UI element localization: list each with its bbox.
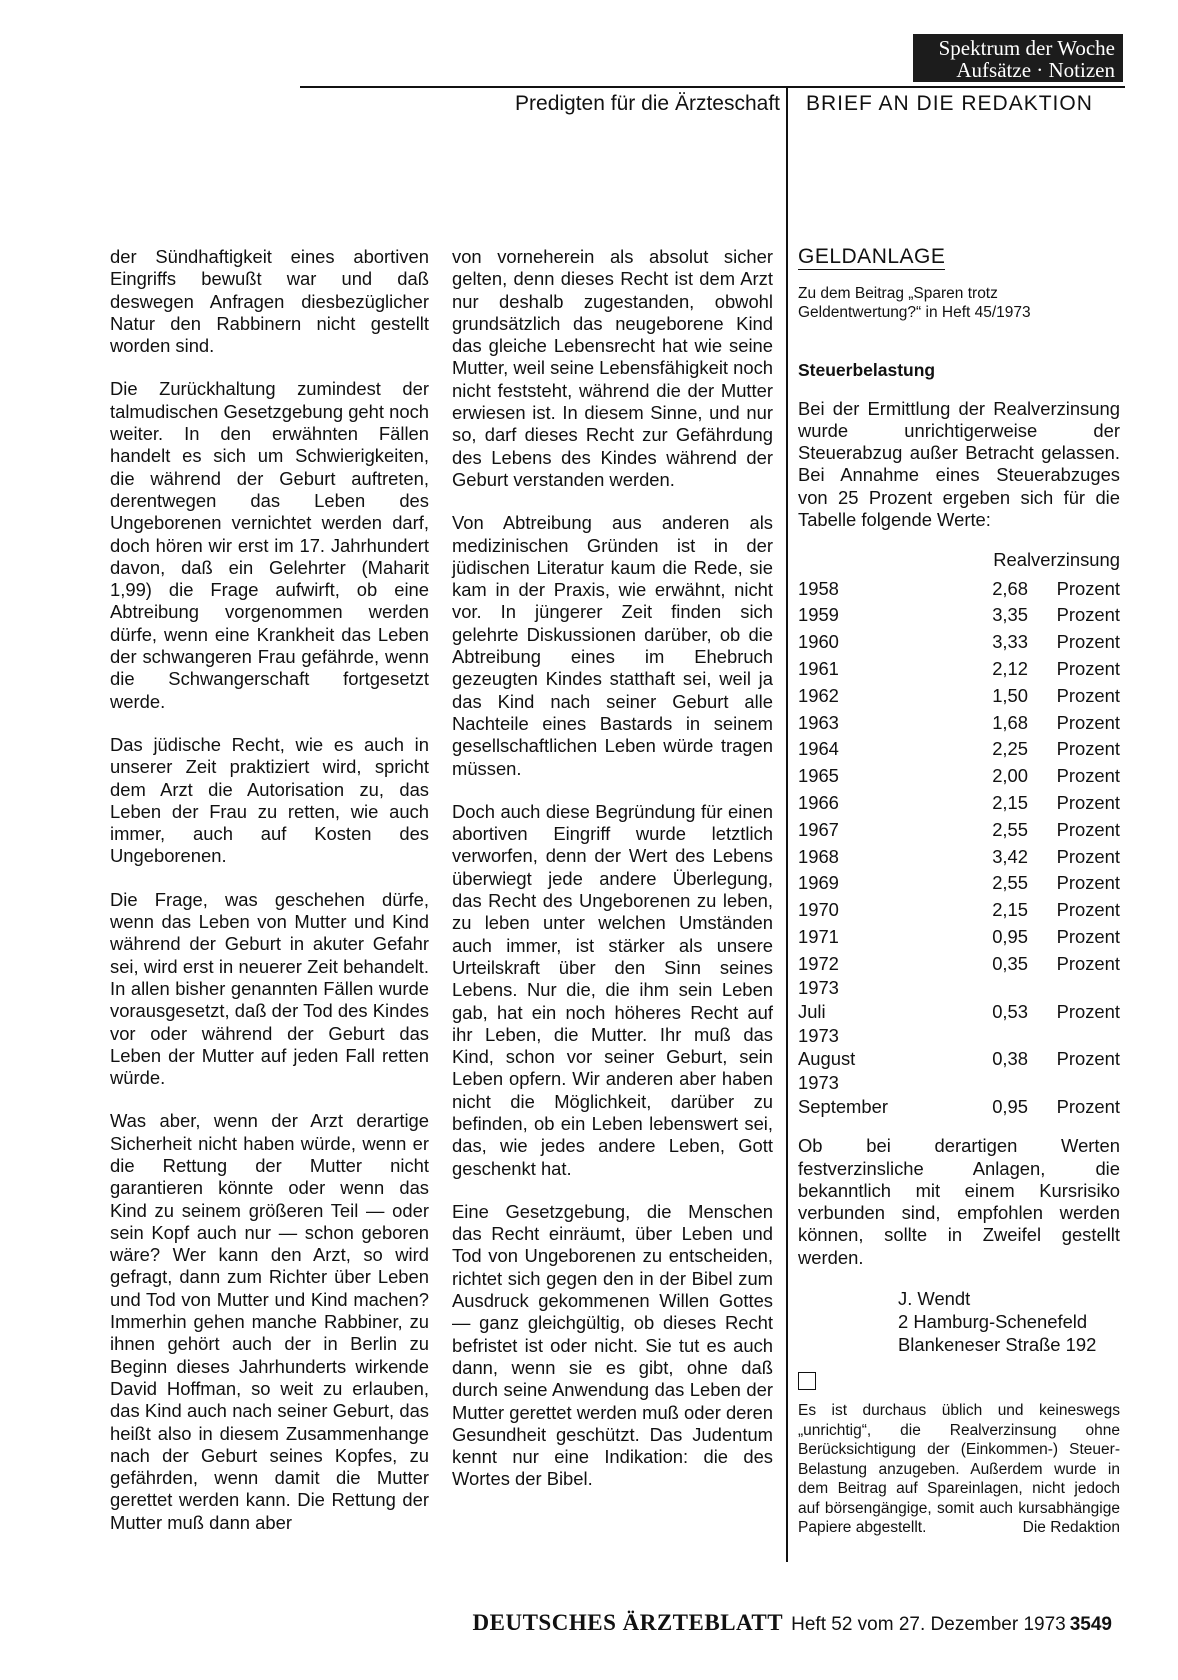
page-number: 3549	[1069, 1614, 1112, 1635]
table-year: 1962	[798, 684, 839, 706]
table-header-row	[798, 545, 1120, 575]
paragraph: Die Frage, was geschehen dürfe, wenn das Leben von Mutter und Kind während der Geburt in akuter Gefahr sei, wird erst in neuerer Zeit behandelt. In allen bisher genannten Fällen wurde vorausgesetzt, daß der Tod des Kindes vor oder während der Geburt das Leben der Mutter auf jeden Fall retten würde.	[110, 888, 429, 1089]
table-value: 2,15	[992, 899, 1028, 921]
paragraph: Von Abtreibung aus anderen als medizinischen Gründen ist in der jüdischen Literatur kaum die Rede, sie kam in der Praxis, wie erwähnt, nicht vor. In jüngerer Zeit finden sich gelehrte Diskussionen darüber, ob die Abtreibung eines im Ehebruch gezeugten Kindes statthaft sei, weil ja das Kind nach seiner Geburt alle Nachteile eines Bastards in seinem gesellschaftlichen Leben würde tragen müssen.	[452, 512, 773, 779]
table-year: 1968	[798, 845, 839, 867]
table-year: 1970	[798, 899, 839, 921]
table-unit: Prozent	[1056, 738, 1120, 760]
table-row	[798, 709, 1120, 736]
letter-paragraph: Ob bei derartigen Werten festverzinsliche Anlagen, die bekanntlich mit einem Kursrisiko verbunden sind, empfohlen werden können, sollte in Zweifel gestellt werden.	[798, 1135, 1120, 1268]
table-year: 1973	[798, 1071, 839, 1093]
table-row	[798, 1094, 1120, 1119]
table-year: 1963	[798, 711, 839, 733]
table-value: 3,33	[992, 631, 1028, 653]
table-unit: Prozent	[1056, 658, 1120, 680]
table-value: 2,00	[992, 765, 1028, 787]
table-row	[798, 1047, 1120, 1072]
article-column-2	[452, 246, 773, 1512]
table-value: 3,35	[992, 604, 1028, 626]
table-value: 0,35	[992, 952, 1028, 974]
editor-signature: Die Redaktion	[1022, 1519, 1120, 1536]
table-year: 1959	[798, 604, 839, 626]
letter-intro: Zu dem Beitrag „Sparen trotz Geldentwertung?“ in Heft 45/1973	[798, 285, 1031, 322]
table-row	[798, 951, 1120, 978]
signature-name: J. Wendt	[898, 1288, 971, 1309]
table-unit: Prozent	[1056, 1048, 1120, 1070]
table-row	[798, 629, 1120, 656]
table-row	[798, 897, 1120, 924]
table-header: Realverzinsung	[993, 549, 1120, 571]
table-unit: Prozent	[1056, 792, 1120, 813]
end-marker-box	[798, 1372, 816, 1390]
letter-column	[798, 246, 1120, 1538]
interest-table	[798, 545, 1120, 1119]
paragraph: Doch auch diese Begründung für einen abortiven Eingriff wurde letztlich verworfen, denn der Wert des Lebens überwiegt jede andere Überlegung, das Recht des Ungeborenen zu leben, zu leben unter welchen Umständen auch immer, ist stärker als unsere Urteilskraft über den Sinn seines Lebens. Nur die, die ihm sein Leben gab, hat ein noch höheres Recht auf ihr Leben, die Mutter. Ihr muß das Kind, schon vor seiner Geburt, sein Leben opfern. Wir anderen aber haben nicht die Möglichkeit, darüber zu befinden, ob ein Leben lebenswert sei, das, wie jedes andere Leben, Gott geschenkt hat.	[452, 800, 773, 1179]
table-year: 1960	[798, 631, 839, 653]
table-unit: Prozent	[1056, 604, 1120, 626]
table-year: 1958	[798, 577, 839, 599]
table-row	[798, 683, 1120, 710]
badge-line-1: Spektrum der Woche	[938, 36, 1115, 60]
badge-line-2: Aufsätze · Notizen	[956, 58, 1115, 82]
table-unit: Prozent	[1056, 711, 1120, 733]
issue-info: Heft 52 vom 27. Dezember 1973	[791, 1614, 1066, 1635]
publication-name: DEUTSCHES ÄRZTEBLATT	[472, 1610, 784, 1635]
table-value: 1,50	[992, 684, 1028, 706]
section-title: GELDANLAGE	[798, 246, 945, 270]
table-value: 0,38	[992, 1048, 1028, 1070]
table-unit: Prozent	[1056, 1095, 1120, 1117]
paragraph: Was aber, wenn der Arzt derartige Sicherheit nicht haben würde, wenn er die Rettung der Mutter nicht garantieren könnte oder wenn das Kind zu seinem größeren Teil — oder sein Kopf auch nur — schon geboren wäre? Wer kann den Arzt, so wird gefragt, dann zum Richter über Leben und Tod von Mutter und Kind machen? Immerhin gehen manche Rabbiner, zu ihnen gehört auch der in Berlin zu Beginn dieses Jahrhunderts wirkende David Hoffman, so weit zu erlauben, das Kind auch nach seiner Geburt, das heißt also in diesem Zusammenhange nach der Geburt seines Kopfes, zu gefährden, wenn damit die Mutter gerettet werden kann. Die Rettung der Mutter muß dann aber	[110, 1110, 429, 1533]
table-value: 0,95	[992, 1095, 1028, 1117]
table-row	[798, 1000, 1120, 1025]
table-year: 1969	[798, 872, 839, 894]
table-value: 2,15	[992, 792, 1028, 813]
table-unit: Prozent	[1056, 684, 1120, 706]
section-badge	[913, 34, 1123, 82]
table-row-year-label	[798, 1072, 1120, 1094]
table-year: 1961	[798, 658, 839, 680]
table-row	[798, 602, 1120, 629]
table-unit: Prozent	[1056, 899, 1120, 921]
table-year: 1971	[798, 925, 839, 947]
table-value: 2,68	[992, 577, 1028, 599]
table-unit: Prozent	[1056, 925, 1120, 947]
paragraph: Die Zurückhaltung zumindest der talmudischen Gesetzgebung geht noch weiter. In den erwähnten Fällen handelt es sich um Schwierigkeiten, die während der Geburt auftreten, derentwegen das Leben des Ungeborenen vernichtet werden darf, doch hören wir erst im 17. Jahrhundert davon, daß ein Gelehrter (Maharit 1,99) die Frage aufwirft, ob eine Abtreibung vorgenommen werden dürfe, wenn eine Krankheit das Leben der schwangeren Frau gefährde, wenn die Schwangerschaft fortgesetzt werde.	[110, 378, 429, 712]
editor-reply	[798, 1401, 1120, 1538]
table-row-year-label	[798, 1025, 1120, 1047]
table-value: 0,95	[992, 925, 1028, 947]
table-row	[798, 763, 1120, 790]
signature-address-2: Blankeneser Straße 192	[898, 1334, 1097, 1355]
table-year: 1973	[798, 977, 839, 999]
page-footer	[0, 1610, 1112, 1636]
table-row	[798, 870, 1120, 897]
table-row	[798, 817, 1120, 844]
table-unit: Prozent	[1056, 765, 1120, 787]
table-year: 1966	[798, 792, 839, 813]
table-value: 2,25	[992, 738, 1028, 760]
table-row	[798, 790, 1120, 817]
paragraph: von vorneherein als absolut sicher gelten, denn dieses Recht ist dem Arzt nur deshalb zugestanden, obwohl grundsätzlich das neugeborene Kind das gleiche Lebensrecht hat wie seine Mutter, weil seine Lebensfähigkeit noch nicht feststeht, während die der Mutter erwiesen ist. In diesem Sinne, und nur so, darf dieses Recht zur Gefährdung des Lebens des Kindes während der Geburt verstanden werden.	[452, 246, 774, 490]
table-value: 2,12	[992, 658, 1028, 680]
table-unit: Prozent	[1056, 577, 1120, 599]
table-month: August	[798, 1048, 856, 1070]
paragraph: der Sündhaftigkeit eines abortiven Eingriffs bewußt war und daß deswegen Anfragen diesbezüglicher Natur den Rabbinern nicht gestellt worden sind.	[110, 246, 429, 357]
table-unit: Prozent	[1056, 818, 1120, 840]
table-row	[798, 575, 1120, 602]
table-unit: Prozent	[1056, 1000, 1120, 1022]
table-year: 1967	[798, 818, 839, 840]
table-value: 2,55	[992, 872, 1028, 894]
table-unit: Prozent	[1056, 952, 1120, 974]
table-value: 3,42	[992, 845, 1028, 867]
table-row	[798, 843, 1120, 870]
table-month: September	[798, 1095, 888, 1117]
column-divider	[786, 86, 788, 1562]
signature-address-1: 2 Hamburg-Schenefeld	[898, 1311, 1088, 1332]
table-unit: Prozent	[1056, 872, 1120, 894]
header-rule	[300, 86, 1125, 88]
table-year: 1964	[798, 738, 839, 760]
letter-paragraph: Bei der Ermittlung der Realverzinsung wurde unrichtigerweise der Steuerabzug außer Betracht gelassen. Bei Annahme eines Steuerabzuges von 25 Prozent ergeben sich für die Tabelle folgende Werte:	[798, 397, 1120, 531]
table-unit: Prozent	[1056, 845, 1120, 867]
letter-subhead: Steuerbelastung	[798, 360, 936, 381]
table-year: 1965	[798, 765, 839, 787]
table-row	[798, 736, 1120, 763]
table-year: 1973	[798, 1024, 839, 1046]
table-row	[798, 924, 1120, 951]
article-column-1	[110, 246, 429, 1555]
table-value: 2,55	[992, 818, 1028, 840]
table-row-year-label	[798, 977, 1120, 999]
running-head-right: BRIEF AN DIE REDAKTION	[806, 92, 1093, 115]
table-value: 0,53	[992, 1000, 1028, 1022]
table-value: 1,68	[992, 711, 1028, 733]
table-unit: Prozent	[1056, 631, 1120, 653]
editor-reply-text: Es ist durchaus üblich und keineswegs „unrichtig“, die Realverzinsung ohne Berücksichtigung der (Einkommen-) Steuer-Belastung anzugeben. Außerdem wurde in dem Beitrag auf Spareinlagen, nicht jedoch auf börsengängige, somit auch kursabhängige Papiere abgestellt.	[798, 1402, 1120, 1536]
running-head-left: Predigten für die Ärzteschaft	[515, 92, 780, 115]
paragraph: Das jüdische Recht, wie es auch in unserer Zeit praktiziert wird, spricht dem Arzt die Autorisation zu, das Leben der Frau zu retten, wie auch immer, auch auf Kosten des Ungeborenen.	[110, 733, 429, 867]
table-year: 1972	[798, 952, 839, 974]
table-row	[798, 656, 1120, 683]
signature-block	[898, 1287, 1120, 1356]
paragraph: Eine Gesetzgebung, die Menschen das Recht einräumt, über Leben und Tod von Ungeborenen zu entscheiden, richtet sich gegen den in der Bibel zum Ausdruck gekommenen Willen Gottes — ganz gleichgültig, ob dieses Recht befristet ist oder nicht. Sie tut es auch dann, wenn sie es gibt, ohne daß durch seine Anwendung das Leben der Mutter gerettet werden muß oder deren Gesundheit geschützt. Das Judentum kennt nur eine Indikation: die des Wortes der Bibel.	[452, 1200, 773, 1490]
table-month: Juli	[798, 1000, 826, 1022]
